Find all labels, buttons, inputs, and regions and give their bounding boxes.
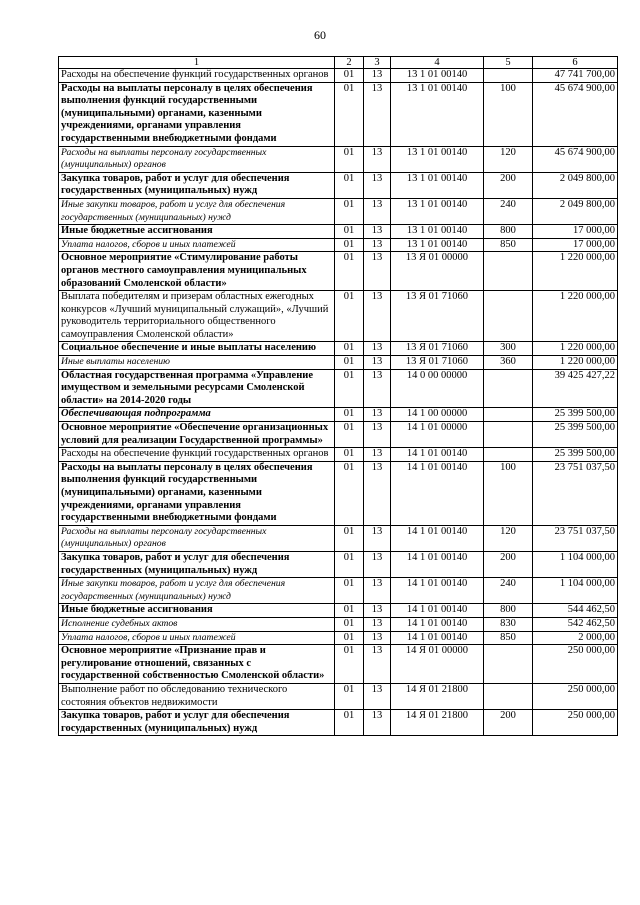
- row-amount: 2 000,00: [533, 631, 618, 645]
- row-subsection: 13: [364, 238, 391, 252]
- table-row: [59, 252, 618, 291]
- row-section: 01: [335, 238, 364, 252]
- row-amount: 25 399 500,00: [533, 422, 618, 448]
- row-expense-type: 830: [484, 617, 533, 631]
- row-target-code: 14 Я 01 00000: [391, 645, 484, 684]
- row-section: 01: [335, 146, 364, 172]
- row-target-code: 14 1 01 00140: [391, 551, 484, 577]
- table-row: [59, 645, 618, 684]
- row-amount: 17 000,00: [533, 238, 618, 252]
- row-subsection: 13: [364, 408, 391, 422]
- row-name: Расходы на выплаты персоналу государственных (муниципальных) органов: [59, 146, 335, 172]
- row-section: 01: [335, 69, 364, 83]
- row-amount: 1 220 000,00: [533, 252, 618, 291]
- row-section: 01: [335, 645, 364, 684]
- row-name: Основное мероприятие «Обеспечение организационных условий для реализации Государственной программы»: [59, 422, 335, 448]
- header-col-6: 6: [533, 57, 618, 69]
- row-amount: 1 220 000,00: [533, 356, 618, 370]
- row-amount: 1 104 000,00: [533, 578, 618, 604]
- row-subsection: 13: [364, 342, 391, 356]
- row-target-code: 14 1 01 00140: [391, 617, 484, 631]
- row-name: Иные закупки товаров, работ и услуг для обеспечения государственных (муниципальных) нужд: [59, 578, 335, 604]
- table-row: [59, 448, 618, 462]
- row-subsection: 13: [364, 422, 391, 448]
- row-expense-type: [484, 291, 533, 342]
- row-target-code: 14 0 00 00000: [391, 369, 484, 408]
- row-amount: 1 220 000,00: [533, 342, 618, 356]
- row-section: 01: [335, 252, 364, 291]
- table-row: [59, 238, 618, 252]
- row-subsection: 13: [364, 525, 391, 551]
- row-expense-type: [484, 369, 533, 408]
- row-name: Иные бюджетные ассигнования: [59, 604, 335, 618]
- row-target-code: 13 1 01 00140: [391, 198, 484, 224]
- row-name: Основное мероприятие «Стимулирование работы органов местного самоуправления муниципальных образований Смоленской области»: [59, 252, 335, 291]
- table-row: [59, 551, 618, 577]
- row-section: 01: [335, 525, 364, 551]
- row-name: Расходы на выплаты персоналу в целях обеспечения выполнения функций государственными (муниципальными) органами, казенными учреждениями, органами управления государственными внебюджетными фондами: [59, 461, 335, 525]
- table-row: [59, 578, 618, 604]
- row-subsection: 13: [364, 710, 391, 736]
- row-subsection: 13: [364, 252, 391, 291]
- row-subsection: 13: [364, 604, 391, 618]
- row-expense-type: [484, 448, 533, 462]
- row-target-code: 13 1 01 00140: [391, 146, 484, 172]
- row-target-code: 13 1 01 00140: [391, 69, 484, 83]
- row-amount: 250 000,00: [533, 710, 618, 736]
- row-expense-type: 850: [484, 631, 533, 645]
- row-amount: 23 751 037,50: [533, 461, 618, 525]
- row-target-code: 13 Я 01 71060: [391, 356, 484, 370]
- table-row: [59, 356, 618, 370]
- header-col-1: 1: [59, 57, 335, 69]
- header-col-3: 3: [364, 57, 391, 69]
- row-name: Закупка товаров, работ и услуг для обеспечения государственных (муниципальных) нужд: [59, 172, 335, 198]
- row-subsection: 13: [364, 631, 391, 645]
- row-subsection: 13: [364, 683, 391, 709]
- table-body: [59, 69, 618, 736]
- row-subsection: 13: [364, 448, 391, 462]
- row-section: 01: [335, 448, 364, 462]
- row-amount: 25 399 500,00: [533, 448, 618, 462]
- row-expense-type: [484, 683, 533, 709]
- row-section: 01: [335, 604, 364, 618]
- row-target-code: 14 Я 01 21800: [391, 710, 484, 736]
- row-expense-type: [484, 252, 533, 291]
- page-number: 60: [314, 28, 326, 42]
- row-section: 01: [335, 291, 364, 342]
- row-target-code: 14 1 01 00140: [391, 448, 484, 462]
- table-row: [59, 146, 618, 172]
- row-subsection: 13: [364, 645, 391, 684]
- table-header-row: [59, 57, 618, 69]
- row-section: 01: [335, 461, 364, 525]
- row-expense-type: 100: [484, 461, 533, 525]
- row-amount: 2 049 800,00: [533, 172, 618, 198]
- row-expense-type: [484, 645, 533, 684]
- row-name: Уплата налогов, сборов и иных платежей: [59, 238, 335, 252]
- row-target-code: 14 1 01 00000: [391, 422, 484, 448]
- row-target-code: 14 1 01 00140: [391, 604, 484, 618]
- row-subsection: 13: [364, 225, 391, 239]
- table-row: [59, 604, 618, 618]
- row-expense-type: 240: [484, 578, 533, 604]
- row-name: Расходы на выплаты персоналу в целях обеспечения выполнения функций государственными (муниципальными) органами, казенными учреждениями, органами управления государственными внебюджетными фондами: [59, 82, 335, 146]
- row-name: Выплата победителям и призерам областных ежегодных конкурсов «Лучший муниципальный служащий», «Лучший руководитель территориального общественного самоуправления Смоленской области»: [59, 291, 335, 342]
- row-name: Расходы на обеспечение функций государственных органов: [59, 69, 335, 83]
- row-amount: 17 000,00: [533, 225, 618, 239]
- row-expense-type: 120: [484, 146, 533, 172]
- row-expense-type: 300: [484, 342, 533, 356]
- table-row: [59, 198, 618, 224]
- row-subsection: 13: [364, 82, 391, 146]
- row-expense-type: 120: [484, 525, 533, 551]
- row-target-code: 14 1 01 00140: [391, 578, 484, 604]
- row-name: Закупка товаров, работ и услуг для обеспечения государственных (муниципальных) нужд: [59, 551, 335, 577]
- row-subsection: 13: [364, 551, 391, 577]
- row-target-code: 14 1 01 00140: [391, 631, 484, 645]
- row-expense-type: 200: [484, 551, 533, 577]
- row-name: Областная государственная программа «Управление имуществом и земельными ресурсами Смоленской области» на 2014-2020 годы: [59, 369, 335, 408]
- row-expense-type: [484, 69, 533, 83]
- row-name: Расходы на обеспечение функций государственных органов: [59, 448, 335, 462]
- row-target-code: 13 1 01 00140: [391, 225, 484, 239]
- row-amount: 45 674 900,00: [533, 146, 618, 172]
- row-section: 01: [335, 82, 364, 146]
- row-section: 01: [335, 422, 364, 448]
- row-section: 01: [335, 683, 364, 709]
- row-amount: 544 462,50: [533, 604, 618, 618]
- row-section: 01: [335, 369, 364, 408]
- table-row: [59, 710, 618, 736]
- row-name: Иные бюджетные ассигнования: [59, 225, 335, 239]
- row-subsection: 13: [364, 172, 391, 198]
- table-row: [59, 461, 618, 525]
- table-row: [59, 408, 618, 422]
- table-row: [59, 172, 618, 198]
- row-target-code: 13 Я 01 00000: [391, 252, 484, 291]
- table-row: [59, 617, 618, 631]
- row-subsection: 13: [364, 146, 391, 172]
- row-subsection: 13: [364, 617, 391, 631]
- row-amount: 39 425 427,22: [533, 369, 618, 408]
- row-subsection: 13: [364, 461, 391, 525]
- row-section: 01: [335, 631, 364, 645]
- row-expense-type: 100: [484, 82, 533, 146]
- row-target-code: 13 Я 01 71060: [391, 291, 484, 342]
- row-subsection: 13: [364, 356, 391, 370]
- row-subsection: 13: [364, 69, 391, 83]
- row-expense-type: 200: [484, 710, 533, 736]
- row-section: 01: [335, 172, 364, 198]
- row-subsection: 13: [364, 578, 391, 604]
- row-section: 01: [335, 225, 364, 239]
- row-name: Выполнение работ по обследованию технического состояния объектов недвижимости: [59, 683, 335, 709]
- row-name: Основное мероприятие «Признание прав и регулирование отношений, связанных с государственной собственностью Смоленской области»: [59, 645, 335, 684]
- row-amount: 1 104 000,00: [533, 551, 618, 577]
- row-expense-type: [484, 408, 533, 422]
- row-section: 01: [335, 551, 364, 577]
- header-col-4: 4: [391, 57, 484, 69]
- row-expense-type: 800: [484, 604, 533, 618]
- table-row: [59, 69, 618, 83]
- row-target-code: 13 1 01 00140: [391, 82, 484, 146]
- table-row: [59, 225, 618, 239]
- row-expense-type: [484, 422, 533, 448]
- budget-table: [58, 56, 618, 736]
- table-row: [59, 369, 618, 408]
- table-row: [59, 525, 618, 551]
- table-row: [59, 422, 618, 448]
- row-expense-type: 850: [484, 238, 533, 252]
- table-row: [59, 631, 618, 645]
- row-section: 01: [335, 710, 364, 736]
- row-subsection: 13: [364, 369, 391, 408]
- row-name: Обеспечивающая подпрограмма: [59, 408, 335, 422]
- row-target-code: 13 1 01 00140: [391, 238, 484, 252]
- row-amount: 23 751 037,50: [533, 525, 618, 551]
- row-subsection: 13: [364, 291, 391, 342]
- table-row: [59, 82, 618, 146]
- row-amount: 250 000,00: [533, 683, 618, 709]
- row-target-code: 14 1 00 00000: [391, 408, 484, 422]
- row-expense-type: 240: [484, 198, 533, 224]
- row-target-code: 14 1 01 00140: [391, 525, 484, 551]
- row-amount: 542 462,50: [533, 617, 618, 631]
- row-expense-type: 800: [484, 225, 533, 239]
- row-expense-type: 200: [484, 172, 533, 198]
- row-name: Уплата налогов, сборов и иных платежей: [59, 631, 335, 645]
- row-target-code: 14 1 01 00140: [391, 461, 484, 525]
- row-target-code: 13 1 01 00140: [391, 172, 484, 198]
- row-name: Исполнение судебных актов: [59, 617, 335, 631]
- row-amount: 2 049 800,00: [533, 198, 618, 224]
- header-col-2: 2: [335, 57, 364, 69]
- row-amount: 45 674 900,00: [533, 82, 618, 146]
- row-target-code: 13 Я 01 71060: [391, 342, 484, 356]
- row-amount: 250 000,00: [533, 645, 618, 684]
- row-expense-type: 360: [484, 356, 533, 370]
- table-row: [59, 683, 618, 709]
- row-name: Закупка товаров, работ и услуг для обеспечения государственных (муниципальных) нужд: [59, 710, 335, 736]
- header-col-5: 5: [484, 57, 533, 69]
- row-target-code: 14 Я 01 21800: [391, 683, 484, 709]
- row-name: Расходы на выплаты персоналу государственных (муниципальных) органов: [59, 525, 335, 551]
- row-section: 01: [335, 356, 364, 370]
- row-name: Иные закупки товаров, работ и услуг для обеспечения государственных (муниципальных) нужд: [59, 198, 335, 224]
- row-section: 01: [335, 198, 364, 224]
- row-section: 01: [335, 342, 364, 356]
- table-row: [59, 342, 618, 356]
- table-row: [59, 291, 618, 342]
- row-subsection: 13: [364, 198, 391, 224]
- row-name: Иные выплаты населению: [59, 356, 335, 370]
- row-amount: 47 741 700,00: [533, 69, 618, 83]
- row-section: 01: [335, 578, 364, 604]
- row-name: Социальное обеспечение и иные выплаты населению: [59, 342, 335, 356]
- row-amount: 25 399 500,00: [533, 408, 618, 422]
- row-section: 01: [335, 408, 364, 422]
- row-amount: 1 220 000,00: [533, 291, 618, 342]
- row-section: 01: [335, 617, 364, 631]
